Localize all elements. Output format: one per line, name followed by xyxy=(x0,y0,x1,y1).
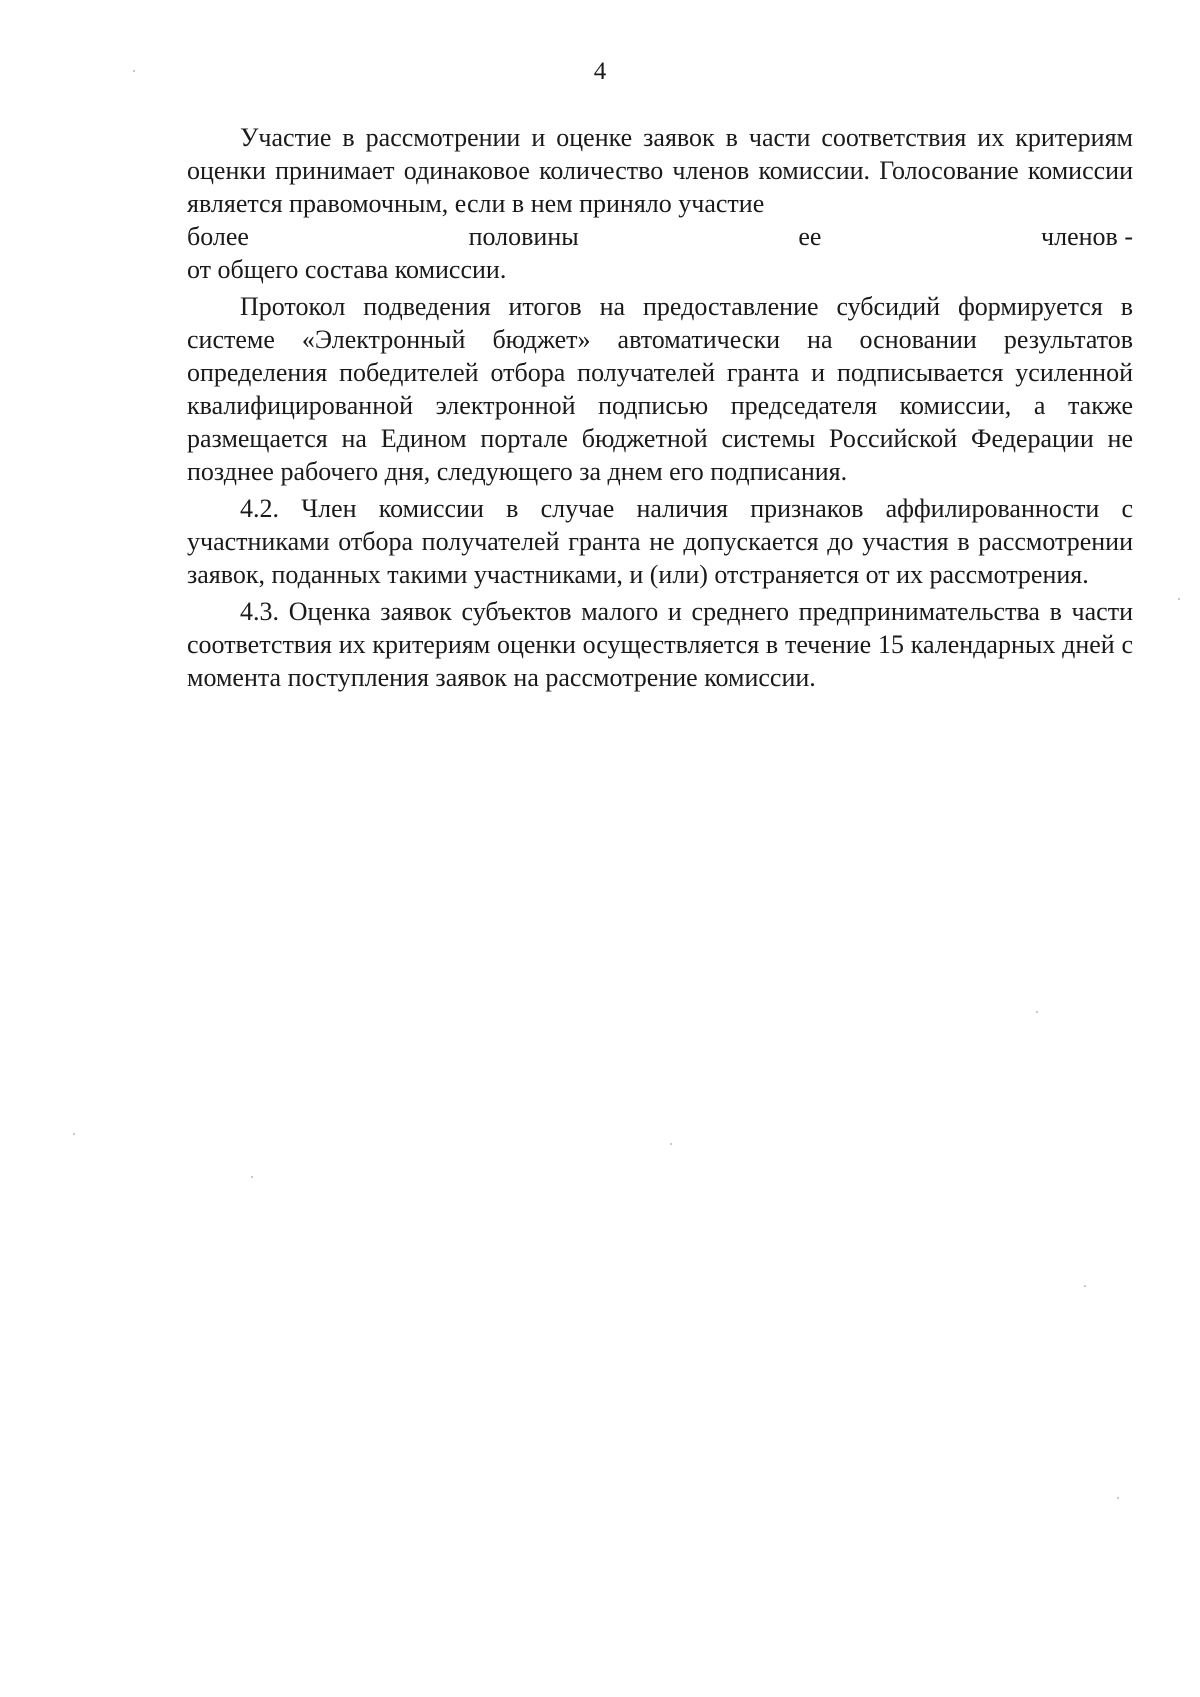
scan-speck xyxy=(1117,1497,1119,1499)
page-number: 4 xyxy=(593,58,607,85)
scan-speck xyxy=(1178,598,1180,600)
spread-word: более xyxy=(187,222,249,251)
paragraph-commission-tail: от общего состава комиссии. xyxy=(187,255,507,284)
spread-word: половины xyxy=(468,222,579,251)
spread-word: ее xyxy=(798,222,822,251)
spread-line xyxy=(187,220,1133,253)
document-body xyxy=(187,121,1133,698)
scan-speck xyxy=(670,1143,672,1145)
scan-speck xyxy=(251,1176,253,1178)
paragraph-4-2-affiliation: 4.2. Член комиссии в случае наличия признаков аффилированности с участниками отбора получателей гранта не допускается до участия в рассмотрении заявок, поданных такими участниками, и (или) отстраняется от их рассмотрения. xyxy=(187,494,1133,589)
scan-speck xyxy=(73,1133,75,1135)
paragraph-protocol: Протокол подведения итогов на предоставление субсидий формируется в системе «Электронный бюджет» автоматически на основании результатов определения победителей отбора получателей гранта и подписывается усиленной квалифицированной электронной подписью председателя комиссии, а также размещается на Едином портале бюджетной системы Российской Федерации не позднее рабочего дня, следующего за днем его подписания. xyxy=(187,292,1133,486)
scan-speck xyxy=(1084,1285,1086,1287)
spread-word: членов - xyxy=(1041,222,1133,251)
paragraph-4-3-evaluation: 4.3. Оценка заявок субъектов малого и среднего предпринимательства в части соответствия их критериям оценки осуществляется в течение 15 календарных дней с момента поступления заявок на рассмотрение комиссии. xyxy=(187,597,1133,692)
paragraph-commission-participation: Участие в рассмотрении и оценке заявок в части соответствия их критериям оценки принимает одинаковое количество членов комиссии. Голосование комиссии является правомочным, если в нем приняло участие xyxy=(187,123,1133,218)
scan-speck xyxy=(1036,1011,1038,1013)
scan-speck xyxy=(133,70,135,72)
